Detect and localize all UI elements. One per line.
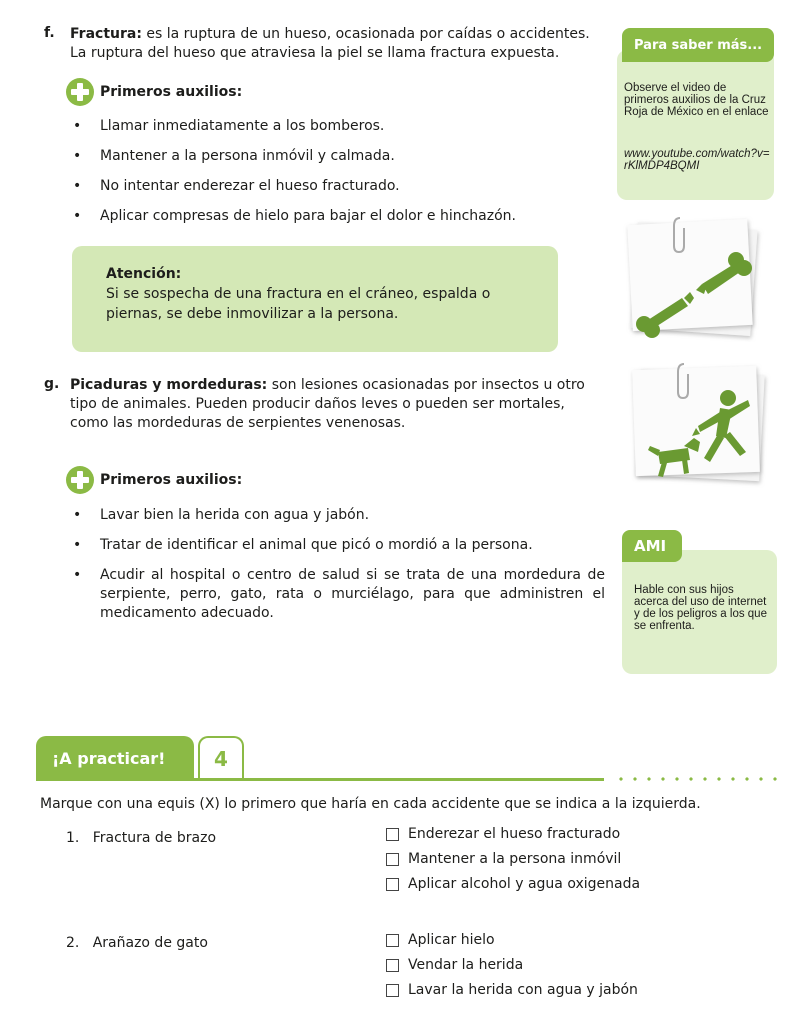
- section-g-letter: g.: [44, 376, 60, 392]
- section-f-desc: es la ruptura de un hueso, ocasionada por caídas o accidentes. La ruptura del hueso que atraviesa la piel se llama fractura expuesta.: [70, 26, 590, 61]
- saber-mas-text: Observe el video de primeros auxilios de la Cruz Roja de México en el enlace: [624, 82, 769, 118]
- list-item: • Aplicar compresas de hielo para bajar el dolor e hinchazón.: [70, 207, 605, 226]
- option-row[interactable]: [386, 847, 640, 872]
- saber-mas-box: [617, 50, 774, 200]
- list-item: • Llamar inmediatamente a los bomberos.: [70, 117, 605, 136]
- list-item: • Tratar de identificar el animal que picó o mordió a la persona.: [70, 536, 605, 555]
- section-f-paragraph: [70, 25, 605, 63]
- list-item: • No intentar enderezar el hueso fracturado.: [70, 177, 605, 196]
- option-label: Mantener a la persona inmóvil: [408, 851, 622, 867]
- practice-header: [36, 736, 244, 780]
- attention-title: Atención:: [106, 266, 182, 282]
- attention-box: [72, 246, 558, 352]
- section-f-aux-title: Primeros auxilios:: [100, 84, 243, 100]
- checkbox-icon[interactable]: [386, 959, 399, 972]
- question-2-label: 2. Arañazo de gato: [66, 935, 208, 951]
- plus-icon: [66, 78, 94, 106]
- list-item: • Lavar bien la herida con agua y jabón.: [70, 506, 605, 525]
- checkbox-icon[interactable]: [386, 828, 399, 841]
- question-2-options: [386, 928, 638, 1003]
- section-g-paragraph: [70, 376, 605, 433]
- checkbox-icon[interactable]: [386, 853, 399, 866]
- question-1-options: [386, 822, 640, 897]
- practice-number: 4: [198, 736, 244, 780]
- broken-bone-icon: [622, 212, 772, 342]
- dog-bite-icon: [628, 360, 778, 490]
- ami-text: Hable con sus hijos acerca del uso de internet y de los peligros a los que se enfrenta.: [634, 584, 767, 632]
- attention-text: Si se sospecha de una fractura en el cráneo, espalda o piernas, se debe inmovilizar a la persona.: [106, 286, 491, 322]
- section-g-aux-heading: [66, 466, 242, 494]
- option-label: Lavar la herida con agua y jabón: [408, 982, 638, 998]
- option-label: Aplicar alcohol y agua oxigenada: [408, 876, 641, 892]
- ami-title: AMI: [622, 530, 682, 562]
- dog-bite-note: [628, 360, 778, 490]
- option-label: Vendar la herida: [408, 957, 524, 973]
- option-label: Aplicar hielo: [408, 932, 495, 948]
- list-item: • Acudir al hospital o centro de salud si se trata de una mordedura de serpiente, perro, gato, rata o murciélago, para que administren el medicamento adecuado.: [70, 566, 605, 623]
- option-row[interactable]: [386, 978, 638, 1003]
- plus-icon: [66, 466, 94, 494]
- broken-bone-note: [622, 212, 772, 342]
- checkbox-icon[interactable]: [386, 984, 399, 997]
- section-g-term: Picaduras y mordeduras:: [70, 377, 268, 393]
- practice-title: ¡A practicar!: [36, 736, 194, 780]
- practice-dotted-divider: [614, 776, 784, 782]
- section-g-bullet-list: [70, 506, 605, 634]
- section-f-term: Fractura:: [70, 26, 142, 42]
- practice-divider: [36, 778, 604, 781]
- section-g-aux-title: Primeros auxilios:: [100, 472, 243, 488]
- section-f-bullet-list: [70, 117, 605, 237]
- saber-mas-link[interactable]: www.youtube.com/watch?v=rKlMDP4BQMI: [624, 148, 770, 172]
- option-row[interactable]: [386, 928, 638, 953]
- list-item: • Mantener a la persona inmóvil y calmada.: [70, 147, 605, 166]
- practice-instruction: Marque con una equis (X) lo primero que haría en cada accidente que se indica a la izquierda.: [40, 796, 701, 812]
- checkbox-icon[interactable]: [386, 934, 399, 947]
- option-row[interactable]: [386, 872, 640, 897]
- saber-mas-title: Para saber más...: [622, 28, 774, 62]
- option-row[interactable]: [386, 822, 640, 847]
- option-row[interactable]: [386, 953, 638, 978]
- section-f-aux-heading: [66, 78, 242, 106]
- section-g-desc: son lesiones ocasionadas por insectos u otro tipo de animales. Pueden producir daños leves o pueden ser mortales, como las mordeduras de serpientes venenosas.: [70, 377, 585, 431]
- option-label: Enderezar el hueso fracturado: [408, 826, 621, 842]
- section-f-letter: f.: [44, 25, 55, 41]
- question-1-label: 1. Fractura de brazo: [66, 830, 217, 846]
- checkbox-icon[interactable]: [386, 878, 399, 891]
